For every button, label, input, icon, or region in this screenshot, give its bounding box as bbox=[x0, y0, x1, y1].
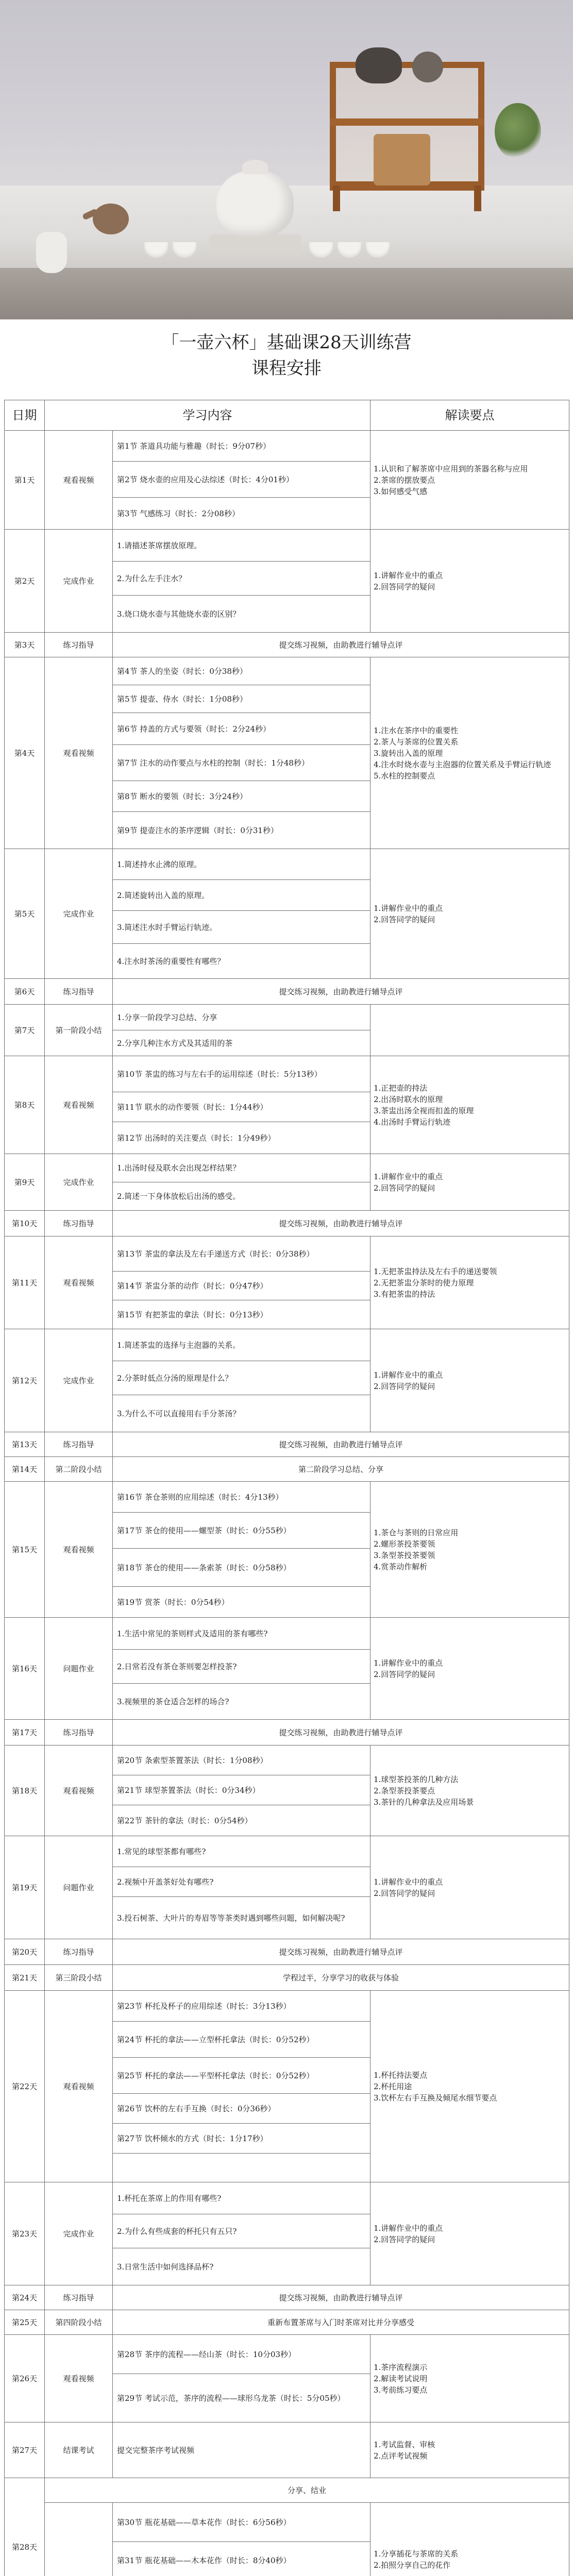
point-item: 3.条型茶投茶要领 bbox=[374, 1550, 435, 1560]
lesson-cell: 第26节 饮杯的左右手互换（时长：0分36秒） bbox=[113, 2094, 370, 2124]
lesson-cell: 3.日常生活中如何选择品杯? bbox=[113, 2248, 370, 2285]
day-cell: 第20天 bbox=[5, 1939, 45, 1965]
points-cell bbox=[370, 2422, 569, 2478]
point-item: 1.讲解作业中的重点 bbox=[374, 1658, 443, 1668]
points-cell bbox=[370, 1991, 569, 2182]
day-cell: 第5天 bbox=[5, 849, 45, 979]
point-item: 5.水柱的控制要点 bbox=[374, 771, 435, 781]
table-row bbox=[5, 1939, 569, 1965]
type-cell: 完成作业 bbox=[45, 530, 113, 633]
lesson-cell: 第25节 杯托的拿法——平型杯托拿法（时长：0分52秒） bbox=[113, 2058, 370, 2094]
tea-jar-icon bbox=[412, 52, 443, 82]
table-row bbox=[5, 657, 569, 685]
point-item: 4.出汤时手臂运行轨迹 bbox=[374, 1117, 451, 1127]
lesson-cell: 第18节 茶仓的使用——条索茶（时长：0分58秒） bbox=[113, 1549, 370, 1587]
type-cell: 观看视频 bbox=[45, 657, 113, 849]
point-item: 3.饮杯左右手互换及倾尾水细节要点 bbox=[374, 2093, 497, 2103]
point-item: 1.注水在茶序中的重要性 bbox=[374, 725, 459, 735]
lesson-cell: 3.为什么不可以直接用右手分茶汤？ bbox=[113, 1395, 370, 1432]
type-cell: 完成作业 bbox=[45, 849, 113, 979]
table-row bbox=[5, 1457, 569, 1482]
lesson-cell: 第29节 考试示范，茶序的流程——球形乌龙茶（时长：5分05秒） bbox=[113, 2374, 370, 2422]
table-row bbox=[5, 1482, 569, 1513]
point-item: 2.回答同学的疑问 bbox=[374, 1381, 435, 1391]
type-cell: 练习指导 bbox=[45, 1432, 113, 1457]
lesson-cell: 2.分享几种注水方式及其适用的茶 bbox=[113, 1030, 370, 1056]
lesson-cell: 1.常见的球型茶都有哪些? bbox=[113, 1836, 370, 1867]
type-cell: 练习指导 bbox=[45, 1720, 113, 1745]
type-cell: 问题作业 bbox=[45, 1836, 113, 1939]
pitcher-icon bbox=[36, 232, 67, 273]
day-cell: 第1天 bbox=[5, 431, 45, 530]
lesson-cell bbox=[113, 2154, 370, 2182]
table-row bbox=[5, 2478, 569, 2503]
lesson-cell: 2.分茶时低点分汤的原理是什么？ bbox=[113, 1361, 370, 1395]
lesson-cell: 第31节 瓶花基础——木本花作（时长：8分40秒） bbox=[113, 2542, 370, 2576]
lesson-cell: 第4节 茶人的坐姿（时长：0分38秒） bbox=[113, 657, 370, 685]
day-cell: 第28天 bbox=[5, 2478, 45, 2576]
lesson-cell: 2.日常若没有茶仓茶则要怎样投茶? bbox=[113, 1650, 370, 1684]
lesson-cell: 第28节 茶序的流程——经山茶（时长：10分03秒） bbox=[113, 2335, 370, 2374]
table-row bbox=[5, 1991, 569, 2022]
points-cell bbox=[370, 431, 569, 530]
table-row bbox=[5, 431, 569, 462]
point-item: 2.无把茶盅分茶时的使力原理 bbox=[374, 1278, 474, 1287]
point-item: 1.讲解作业中的重点 bbox=[374, 570, 443, 580]
lesson-cell: 第1节 茶道具功能与雅趣（时长：9分07秒） bbox=[113, 431, 370, 462]
day-cell: 第26天 bbox=[5, 2335, 45, 2422]
lesson-cell: 第5节 提壶、侍水（时长：1分08秒） bbox=[113, 685, 370, 713]
header-content: 学习内容 bbox=[45, 400, 370, 431]
lesson-cell: 第3节 气感练习（时长：2分08秒） bbox=[113, 498, 370, 530]
type-cell: 观看视频 bbox=[45, 431, 113, 530]
point-item: 4.赏茶动作解析 bbox=[374, 1562, 428, 1571]
lesson-cell: 第24节 杯托的拿法——立型杯托拿法（时长：0分52秒） bbox=[113, 2022, 370, 2058]
type-cell: 观看视频 bbox=[45, 1482, 113, 1618]
lesson-cell: 1.生活中常见的茶则样式及适用的茶有哪些? bbox=[113, 1618, 370, 1650]
points-cell bbox=[370, 1329, 569, 1432]
points-cell bbox=[370, 2335, 569, 2422]
day-cell: 第16天 bbox=[5, 1618, 45, 1720]
lesson-cell: 第19节 赏茶（时长：0分54秒） bbox=[113, 1587, 370, 1618]
small-teapot-icon bbox=[93, 204, 129, 234]
point-item: 1.茶序流程演示 bbox=[374, 2362, 428, 2372]
table-row bbox=[5, 1836, 569, 1867]
table-row bbox=[5, 1005, 569, 1030]
type-cell: 观看视频 bbox=[45, 1991, 113, 2182]
title-line-1: 「一壶六杯」基础课28天训练营 bbox=[161, 332, 412, 353]
lesson-cell: 第20节 条索型茶置茶法（时长：1分08秒） bbox=[113, 1745, 370, 1775]
points-cell bbox=[370, 2182, 569, 2285]
point-item: 2.出汤时联水的原理 bbox=[374, 1094, 443, 1104]
type-cell: 练习指导 bbox=[45, 2285, 113, 2310]
point-item: 1.正把壶的持法 bbox=[374, 1083, 428, 1093]
span-cell: 学程过半，分享学习的收获与体验 bbox=[113, 1965, 569, 1991]
point-item: 3.有把茶盅的持法 bbox=[374, 1289, 435, 1299]
header-day: 日期 bbox=[5, 400, 45, 431]
table-row bbox=[5, 1211, 569, 1236]
day-cell: 第13天 bbox=[5, 1432, 45, 1457]
type-cell: 问题作业 bbox=[45, 1618, 113, 1720]
points-cell bbox=[370, 1236, 569, 1329]
day-cell: 第6天 bbox=[5, 979, 45, 1005]
cabinet-leg bbox=[474, 185, 481, 211]
lesson-cell: 1.简述茶盅的选择与主泡器的关系。 bbox=[113, 1329, 370, 1361]
points-cell bbox=[370, 2503, 569, 2576]
hero-table-edge bbox=[0, 268, 573, 319]
lesson-cell: 1.请描述茶席摆放原理。 bbox=[113, 530, 370, 562]
span-cell: 提交练习视频，由助教进行辅导点评 bbox=[113, 1720, 569, 1745]
point-item: 2.回答同学的疑问 bbox=[374, 582, 435, 591]
type-cell: 第一阶段小结 bbox=[45, 1005, 113, 1056]
point-item: 2.茶席的摆放要点 bbox=[374, 475, 435, 485]
lesson-cell: 1.分享一阶段学习总结、分享 bbox=[113, 1005, 370, 1030]
teapot-icon bbox=[356, 47, 402, 83]
day-cell: 第25天 bbox=[5, 2310, 45, 2335]
day-cell: 第17天 bbox=[5, 1720, 45, 1745]
type-cell: 练习指导 bbox=[45, 1211, 113, 1236]
lesson-cell: 第16节 茶仓茶则的应用综述（时长：4分13秒） bbox=[113, 1482, 370, 1513]
type-cell: 观看视频 bbox=[45, 2335, 113, 2422]
page-title bbox=[0, 330, 573, 381]
day-cell: 第19天 bbox=[5, 1836, 45, 1939]
points-cell bbox=[370, 1005, 569, 1056]
point-item: 3.旋转出入盖的原理 bbox=[374, 748, 443, 758]
point-item: 2.回答同学的疑问 bbox=[374, 914, 435, 924]
day-cell: 第22天 bbox=[5, 1991, 45, 2182]
point-item: 2.解读考试说明 bbox=[374, 2374, 428, 2383]
day-cell: 第4天 bbox=[5, 657, 45, 849]
day-cell: 第14天 bbox=[5, 1457, 45, 1482]
table-row bbox=[5, 1056, 569, 1092]
day-cell: 第9天 bbox=[5, 1154, 45, 1211]
plant-icon bbox=[495, 103, 541, 160]
lesson-cell: 第10节 茶盅的练习与左右手的运用综述（时长：5分13秒） bbox=[113, 1056, 370, 1092]
span-cell: 提交练习视频，由助教进行辅导点评 bbox=[113, 1432, 569, 1457]
table-row bbox=[5, 2182, 569, 2214]
lesson-cell: 第21节 球型茶置茶法（时长：0分34秒） bbox=[113, 1775, 370, 1805]
point-item: 1.认识和了解茶席中应用到的茶器名称与应用 bbox=[374, 464, 528, 473]
point-item: 1.无把茶盅持法及左右手的递送要领 bbox=[374, 1266, 497, 1276]
point-item: 1.讲解作业中的重点 bbox=[374, 2223, 443, 2233]
span-cell: 提交练习视频，由助教进行辅导点评 bbox=[113, 1211, 569, 1236]
type-cell: 完成作业 bbox=[45, 1329, 113, 1432]
lesson-cell: 2.为什么左手注水？ bbox=[113, 562, 370, 596]
table-row bbox=[5, 1432, 569, 1457]
lesson-cell: 第30节 瓶花基础——草本花作（时长：6分56秒） bbox=[113, 2503, 370, 2542]
points-cell bbox=[370, 1482, 569, 1618]
span-cell: 提交练习视频，由助教进行辅导点评 bbox=[113, 2285, 569, 2310]
point-item: 2.拍照分享自己的花作 bbox=[374, 2560, 451, 2570]
point-item: 3.如何感受气感 bbox=[374, 486, 428, 496]
table-header-row bbox=[5, 400, 569, 431]
kettle-base bbox=[209, 234, 301, 255]
type-cell: 完成作业 bbox=[45, 1154, 113, 1211]
table-row bbox=[5, 2503, 569, 2542]
point-item: 1.讲解作业中的重点 bbox=[374, 1172, 443, 1181]
point-item: 4.注水时烧水壶与主泡器的位置关系及手臂运行轨迹 bbox=[374, 759, 551, 769]
lesson-cell: 第6节 持盖的方式与要领（时长：2分24秒） bbox=[113, 713, 370, 745]
table-row bbox=[5, 1965, 569, 1991]
table-body bbox=[5, 431, 569, 2576]
day-cell: 第24天 bbox=[5, 2285, 45, 2310]
day-cell: 第10天 bbox=[5, 1211, 45, 1236]
lesson-cell: 第13节 茶盅的拿法及左右手递送方式（时长：0分38秒） bbox=[113, 1236, 370, 1272]
lesson-cell: 3.烧口烧水壶与其他烧水壶的区别？ bbox=[113, 596, 370, 633]
point-item: 1.考试监督、审核 bbox=[374, 2439, 435, 2449]
table-row bbox=[5, 2335, 569, 2374]
span-cell: 第二阶段学习总结、分享 bbox=[113, 1457, 569, 1482]
lesson-cell: 2.为什么有些成套的杯托只有五只? bbox=[113, 2214, 370, 2248]
lesson-cell: 第17节 茶仓的使用——螺型茶（时长：0分55秒） bbox=[113, 1513, 370, 1549]
day-cell: 第18天 bbox=[5, 1745, 45, 1836]
point-item: 1.杯托持法要点 bbox=[374, 2070, 428, 2080]
lesson-cell: 1.杯托在茶席上的作用有哪些? bbox=[113, 2182, 370, 2214]
type-cell: 结课考试 bbox=[45, 2422, 113, 2478]
points-cell bbox=[370, 1618, 569, 1720]
span-cell: 提交练习视频，由助教进行辅导点评 bbox=[113, 1939, 569, 1965]
lesson-cell: 第14节 茶盅分茶的动作（时长：0分47秒） bbox=[113, 1272, 370, 1300]
type-cell: 第二阶段小结 bbox=[45, 1457, 113, 1482]
lesson-cell: 第15节 有把茶盅的拿法（时长：0分13秒） bbox=[113, 1300, 370, 1329]
point-item: 1.讲解作业中的重点 bbox=[374, 1877, 443, 1887]
table-row bbox=[5, 1618, 569, 1650]
tea-kettle-icon bbox=[216, 170, 294, 237]
lesson-cell: 第8节 断水的要领（时长：3分24秒） bbox=[113, 781, 370, 812]
lesson-cell: 2.简述旋转出入盖的原理。 bbox=[113, 880, 370, 911]
span-cell: 提交练习视频，由助教进行辅导点评 bbox=[113, 979, 569, 1005]
point-item: 2.杯托用途 bbox=[374, 2081, 412, 2091]
points-cell bbox=[370, 1836, 569, 1939]
points-cell bbox=[370, 1154, 569, 1211]
table-row bbox=[5, 2285, 569, 2310]
point-item: 2.点评考试视频 bbox=[374, 2451, 428, 2461]
lesson-cell: 第22节 茶针的拿法（时长：0分54秒） bbox=[113, 1805, 370, 1836]
hero-photo bbox=[0, 0, 573, 319]
point-item: 3.茶针的几种拿法及应用场景 bbox=[374, 1797, 474, 1807]
lesson-cell: 2.视频中开盖茶好处有哪些? bbox=[113, 1867, 370, 1897]
schedule-table bbox=[4, 400, 569, 2576]
point-item: 2.回答同学的疑问 bbox=[374, 2234, 435, 2244]
table-row bbox=[5, 1745, 569, 1775]
table-row bbox=[5, 979, 569, 1005]
title-line-2: 课程安排 bbox=[251, 358, 322, 379]
type-cell: 练习指导 bbox=[45, 1939, 113, 1965]
point-item: 1.球型茶投茶的几种方法 bbox=[374, 1774, 459, 1784]
point-item: 2.回答同学的疑问 bbox=[374, 1183, 435, 1193]
point-item: 1.讲解作业中的重点 bbox=[374, 1370, 443, 1380]
type-cell: 完成作业 bbox=[45, 2182, 113, 2285]
day-cell: 第7天 bbox=[5, 1005, 45, 1056]
lesson-cell: 3.投石树茶、大叶片的寿眉等等茶类时遇到哪些问题，如何解决呢? bbox=[113, 1897, 370, 1939]
kettle-lid bbox=[242, 160, 268, 174]
table-row bbox=[5, 2310, 569, 2335]
points-cell bbox=[370, 1056, 569, 1154]
day-cell: 第12天 bbox=[5, 1329, 45, 1432]
point-item: 1.讲解作业中的重点 bbox=[374, 903, 443, 913]
type-cell: 第三阶段小结 bbox=[45, 1965, 113, 1991]
lesson-cell: 4.注水时茶汤的重要性有哪些？ bbox=[113, 944, 370, 979]
point-item: 1.茶仓与茶则的日常应用 bbox=[374, 1528, 459, 1537]
lesson-cell: 3.简述注水时手臂运行轨迹。 bbox=[113, 911, 370, 944]
point-item: 2.螺形茶投茶要领 bbox=[374, 1539, 435, 1549]
type-cell: 练习指导 bbox=[45, 633, 113, 657]
lesson-cell: 第23节 杯托及杯子的应用综述（时长：3分13秒） bbox=[113, 1991, 370, 2022]
lesson-cell: 1.简述持水止沸的原理。 bbox=[113, 849, 370, 880]
lesson-cell: 第9节 提壶注水的茶序逻辑（时长：0分31秒） bbox=[113, 812, 370, 849]
point-item: 3.茶盅出汤全视而扣盖的原理 bbox=[374, 1106, 474, 1115]
span-cell: 提交练习视频，由助教进行辅导点评 bbox=[113, 633, 569, 657]
type-cell: 练习指导 bbox=[45, 979, 113, 1005]
table-row bbox=[5, 633, 569, 657]
table-row bbox=[5, 849, 569, 880]
point-item: 2.茶人与茶席的位置关系 bbox=[374, 737, 459, 747]
lesson-cell: 第12节 出汤时的关注要点（时长：1分49秒） bbox=[113, 1122, 370, 1154]
points-cell bbox=[370, 849, 569, 979]
lesson-cell: 提交完整茶序考试视频 bbox=[113, 2422, 370, 2478]
day-cell: 第2天 bbox=[5, 530, 45, 633]
type-cell: 第四阶段小结 bbox=[45, 2310, 113, 2335]
point-item: 2.回答同学的疑问 bbox=[374, 1669, 435, 1679]
point-item: 2.回答同学的疑问 bbox=[374, 1888, 435, 1898]
lesson-cell: 1.出汤时侵及联水会出现怎样结果？ bbox=[113, 1154, 370, 1182]
lesson-cell: 3.视频里的茶仓适合怎样的场合? bbox=[113, 1684, 370, 1720]
day-cell: 第3天 bbox=[5, 633, 45, 657]
cabinet-shelf bbox=[330, 118, 484, 126]
table-row bbox=[5, 2422, 569, 2478]
table-row bbox=[5, 1236, 569, 1272]
section-header-cell: 分享、结业 bbox=[45, 2478, 569, 2503]
type-cell bbox=[45, 2503, 113, 2576]
table-row bbox=[5, 530, 569, 562]
points-cell bbox=[370, 657, 569, 849]
schedule-table-wrap bbox=[4, 400, 569, 2576]
points-cell bbox=[370, 1745, 569, 1836]
lesson-cell: 第27节 饮杯倾水的方式（时长：1分17秒） bbox=[113, 2124, 370, 2154]
day-cell: 第21天 bbox=[5, 1965, 45, 1991]
type-cell: 观看视频 bbox=[45, 1745, 113, 1836]
header-points: 解读要点 bbox=[370, 400, 569, 431]
lesson-cell: 第2节 烧水壶的应用及心法综述（时长：4分01秒） bbox=[113, 462, 370, 498]
table-row bbox=[5, 1154, 569, 1182]
type-cell: 观看视频 bbox=[45, 1056, 113, 1154]
point-item: 3.考前练习要点 bbox=[374, 2385, 428, 2395]
lesson-cell: 第11节 联水的动作要领（时长：1分44秒） bbox=[113, 1092, 370, 1122]
lesson-cell: 2.简述一下身体放松后出汤的感受。 bbox=[113, 1182, 370, 1211]
day-cell: 第11天 bbox=[5, 1236, 45, 1329]
day-cell: 第8天 bbox=[5, 1056, 45, 1154]
span-cell: 重新布置茶席与入门时茶席对比并分享感受 bbox=[113, 2310, 569, 2335]
point-item: 2.条型茶投茶要点 bbox=[374, 1786, 435, 1795]
hero-wall bbox=[0, 0, 573, 185]
type-cell: 观看视频 bbox=[45, 1236, 113, 1329]
table-row bbox=[5, 1329, 569, 1361]
point-item: 1.分享插花与茶席的关系 bbox=[374, 2549, 459, 2558]
cabinet-leg bbox=[333, 185, 340, 211]
stove-icon bbox=[374, 134, 430, 185]
day-cell: 第23天 bbox=[5, 2182, 45, 2285]
day-cell: 第27天 bbox=[5, 2422, 45, 2478]
day-cell: 第15天 bbox=[5, 1482, 45, 1618]
points-cell bbox=[370, 530, 569, 633]
lesson-cell: 第7节 注水的动作要点与水柱的控制（时长：1分48秒） bbox=[113, 745, 370, 781]
table-row bbox=[5, 1720, 569, 1745]
